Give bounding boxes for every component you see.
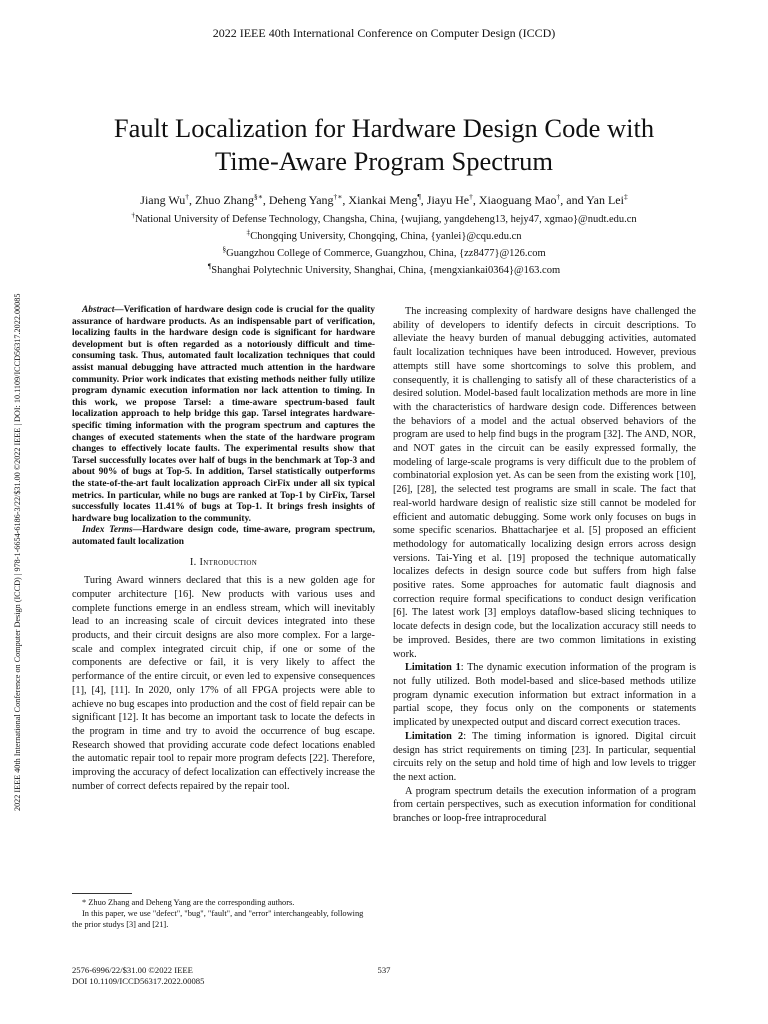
author: Jiang Wu†, [140,192,196,207]
footnote-rule [72,893,132,894]
affiliation: ¶Shanghai Polytechnic University, Shanghai, China, {mengxiankai0364}@163.com [207,261,561,276]
limitation-2-paragraph: Limitation 2: The timing information is ignored. Digital circuit design has strict requirements on timing [23]. In particular, sequential circuits rely on the setup and hold time of high and low levels to trigger the next action. [393,730,697,783]
title-line-1: Fault Localization for Hardware Design Code with [113,113,655,143]
index-terms-text: —Hardware design code, time-aware, program spectrum, automated fault localization [72,525,375,547]
body-paragraph: A program spectrum details the execution information of a program from certain perspectives, such as execution information for conditional branches or loop-free intraprocedural [393,785,696,825]
side-note-text: 2022 IEEE 40th International Conference on Computer Design (ICCD) | 978-1-6654-6186-3/22/$31.00 ©2022 IEEE | DOI: 10.1109/ICCD56317.2022.00085 [13,293,22,811]
author: Deheng Yang†∗, [268,192,349,207]
footer-issn: 2576-6996/22/$31.00 ©2022 IEEE [72,965,193,975]
footer-doi: DOI 10.1109/ICCD56317.2022.00085 [72,976,205,986]
title-line-2: Time-Aware Program Spectrum [214,146,554,176]
conference-header: 2022 IEEE 40th International Conference on Computer Design (ICCD) [212,26,556,40]
limitation-1-paragraph: Limitation 1: The dynamic execution information of the program is not fully utilized. Both model-based and slice-based methods utilize program dynamic execution information but extract information in a partial scope, they focus only on the components or statements implicated by unexpected output and discard correct execution traces. [393,662,697,729]
affiliation: ‡Chongqing University, Chongqing, China, {yanlei}@cqu.edu.cn [246,227,522,242]
affiliations [40,211,728,279]
footnote: In this paper, we use "defect", "bug", "fault", and "error" interchangeably, following the prior studys [3] and [21]. [72,909,364,929]
footnote: * Zhuo Zhang and Deheng Yang are the corresponding authors. [82,898,295,907]
author: Zhuo Zhang§∗, [195,192,269,207]
intro-paragraph: Turing Award winners declared that this is a new golden age for computer architecture [16]. New products with various uses and complete functions emerge in an endless stream, which will inevitably lead to an increasing scale of circuit devices integrated into these products, and their circuit designs are also more complex. For a large-scale and complex integrated circuit chip, if one or some of the components are defective or fail, it is very likely to affect the performance of the entire circuit, or even led to expensive consequences [1], [4], [11]. In 2020, only 17% of all FPGA projects were able to achieve no bug escapes into production and the cost of field repair can be significant [12]. It has become an important task to locate the defects in the program in time and try to avoid the occurrence of bug escape. Research showed that providing accurate code defect locations enabled the automatic repair tool to repair more program defects [22]. Therefore, improving the accuracy of defect localization can effectively increase the number of correct defects repaired by the repair tool. [72,575,375,792]
author: and Yan Lei‡ [566,192,628,207]
author: Xiaoguang Mao†, [478,192,567,207]
page-number: 537 [377,965,391,975]
abstract [72,305,375,525]
abstract-text: —Verification of hardware design code is crucial for the quality assurance of hardware products. As an indispensable part of verification, localizing faults in the hardware design code is significant for hardware development but is often regarded as a notoriously difficult and time-consuming task. Thus, automated fault localization techniques that could assist manual debugging have attracted much attention in the hardware community. Prior work indicates that existing methods neither fully utilize program dynamic execution information nor lack attention to timing. In this work, we propose Tarsel: a time-aware spectrum-based fault localization approach to help bridge this gap. Tarsel integrates hardware-specific timing information with the program spectrum and captures the changes of executed statements when the state of the hardware program changes to effectively locate faults. The experimental results show that Tarsel successfully locates over half of bugs in the benchmark at Top-3 and about 90% of bugs at Top-5. In addition, Tarsel statistically outperforms the state-of-the-art fault localization approach CirFix under all six typical metrics. In particular, while no bugs are ranked at Top-1 by CirFix, Tarsel successfully locates 11.41% of bugs at Top-1. It brings fresh insights of hardware bug localization to the community. [72,305,375,524]
author: Jiayu He†, [426,192,479,207]
affiliation: §Guangzhou College of Commerce, Guangzhou, China, {zz8477}@126.com [222,244,546,259]
side-copyright-note [5,186,31,811]
affiliation: †National University of Defense Technology, Changsha, China, {wujiang, yangdeheng13, hejy47, xgmao}@nudt.edu.cn [131,210,637,225]
abstract-label: Abstract [82,305,115,315]
limitation-2-label: Limitation 2 [405,730,464,742]
body-paragraph: The increasing complexity of hardware designs have challenged the ability of developers to identify defects in circuit descriptions. To alleviate the heavy burden of manual debugging activities, automated fault localization techniques have been introduced. However, previous attempts still have some shortcomings to solve this problem, and consequently, it is challenging to satisfy all of these characteristics of a desired solution. Model-based fault localization methods are more in line with the characteristics of hardware design code. Differences between the behaviors of a model and the actual observed behaviors of the program are used to help find bugs in the program [32]. The AND, NOR, and NOT gates in the circuit can be easily expressed formally, the modeling of large-scale programs is very difficult due to the problem of combinatorial explosion yet. As can be seen from the existing work [10], [26], [28], the selected test programs are small in scale. The fact that real-world hardware design of realistic size still cannot be modeled for efficient and automatic debugging. Some work only focuses on bugs in some specific scenarios. Bhattacharjee et al. [5] proposed an efficient methodology for automatically localizing design errors across design versions. Tai-Ying et al. [19] proposed the technique automatically localizes defects in design source code but suffers from high false positive rates. Some approaches for automatic fault diagnosis and correction require formal specifications to conduct design verification [6]. The latest work [3] employs dataflow-based slicing techniques to locate defects in design code, but the localization accuracy still needs to be improved. Besides, there are two common limitations in existing work. [393,306,696,660]
author: Xiankai Meng¶, [348,192,427,207]
paper-title [40,112,728,178]
index-terms [72,525,375,548]
section-heading: I. Introduction [189,557,258,569]
right-column [393,305,696,826]
left-column [72,305,375,793]
limitation-1-label: Limitation 1 [405,662,461,674]
footnotes [72,897,375,930]
index-terms-label: Index Terms [82,525,133,536]
author-list [40,192,728,209]
